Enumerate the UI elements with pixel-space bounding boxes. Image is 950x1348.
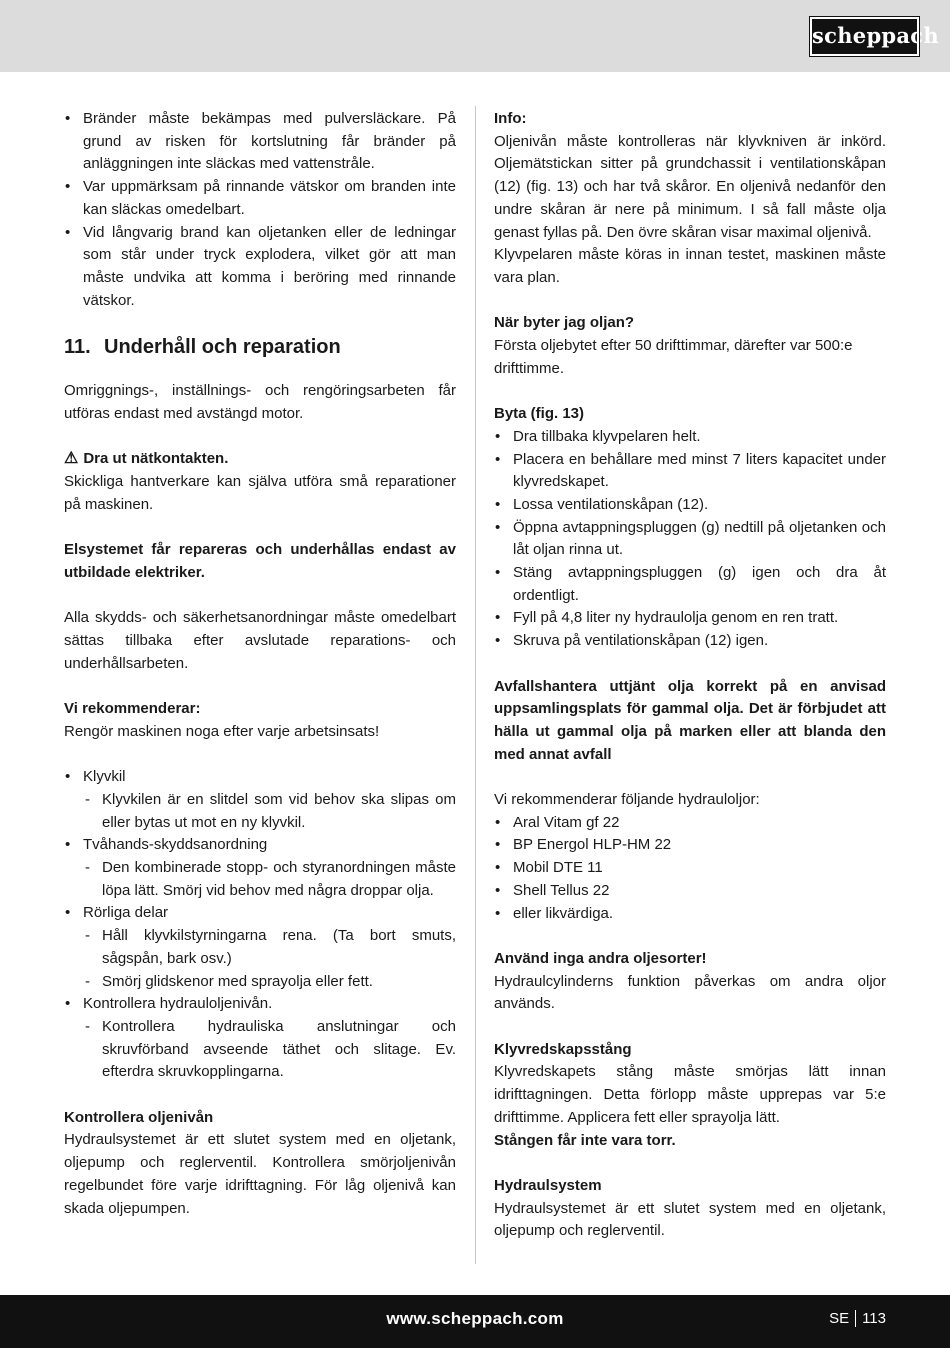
column-divider <box>475 106 476 1264</box>
oil-level-heading: Kontrollera oljenivån <box>64 1108 214 1126</box>
oil-level-text: Hydraulsystemet är ett slutet system med en oljetank, oljepump och reglerventil. Kontrollera smörjoljenivån regelbundet före varje idrifttagning. För låg oljenivå kan skada oljepumpen. <box>64 1131 456 1217</box>
rod-note: Stången får inte vara torr. <box>494 1131 676 1149</box>
sub-list-item: - Håll klyvkilstyrningarna rena. (Ta bort smuts, sågspån, bark osv.) <box>83 925 456 970</box>
list-item: • BP Energol HLP-HM 22 <box>494 834 886 857</box>
list-item <box>64 766 456 834</box>
list-item: • Shell Tellus 22 <box>494 880 886 903</box>
hydraulic-text: Hydraulsystemet är ett slutet system med en oljetank, oljepump och reglerventil. <box>494 1199 886 1240</box>
list-item: • Fyll på 4,8 liter ny hydraulolja genom en ren tratt. <box>494 607 886 630</box>
replace-heading: Byta (fig. 13) <box>494 405 585 423</box>
no-other-heading: Använd inga andra oljesorter! <box>494 949 707 967</box>
no-other-text: Hydraulcylinderns funktion påverkas om andra oljor används. <box>494 972 886 1013</box>
disposal-note: Avfallshantera uttjänt olja korrekt på en anvisad uppsamlingsplats för gammal olja. Det är förbjudet att hälla ut gammal olja på marken eller att blanda den med annat avfall <box>494 677 886 763</box>
left-column <box>64 108 456 1220</box>
fire-safety-list <box>64 108 456 312</box>
warning-text: Skickliga hantverkare kan själva utföra små reparationer på maskinen. <box>64 473 456 513</box>
scheppach-logo: scheppach <box>810 17 919 56</box>
list-item: • Dra tillbaka klyvpelaren helt. <box>494 426 886 449</box>
recommend-heading: Vi rekommenderar: <box>64 700 201 718</box>
list-item: • Lossa ventilationskåpan (12). <box>494 494 886 517</box>
sub-list-item: - Kontrollera hydrauliska anslutningar och skruvförband avseende täthet och slitage. Ev. efterdra skruvkopplingarna. <box>83 1016 456 1084</box>
maintenance-list <box>64 766 456 1084</box>
warning-heading: Dra ut nätkontakten. <box>83 450 229 468</box>
intro-paragraph: Omriggnings-, inställnings- och rengöringsarbeten får utföras endast med avstängd motor. <box>64 382 456 423</box>
list-item: • Bränder måste bekämpas med pulversläckare. På grund av risken för kortslutning får bränder på anläggningen inte släckas med vattenstråle. <box>64 108 456 176</box>
list-item: • Var uppmärksam på rinnande vätskor om branden inte kan släckas omedelbart. <box>64 176 456 221</box>
header-band <box>0 0 950 72</box>
rod-heading: Klyvredskapsstång <box>494 1040 632 1058</box>
page-separator <box>855 1310 856 1327</box>
list-item <box>64 834 456 902</box>
footer-band <box>0 1295 950 1348</box>
list-item: • Öppna avtappningspluggen (g) nedtill på oljetanken och låt oljan rinna ut. <box>494 517 886 562</box>
list-item: • eller likvärdiga. <box>494 903 886 926</box>
hydraulic-heading: Hydraulsystem <box>494 1176 602 1194</box>
list-item: • Aral Vitam gf 22 <box>494 812 886 835</box>
page-number: 113 <box>862 1310 886 1327</box>
oils-intro: Vi rekommenderar följande hydrauloljor: <box>494 791 760 809</box>
right-column <box>494 108 886 1243</box>
list-item-label: Tvåhands-skyddsanordning <box>83 836 268 854</box>
sub-list-item: - Den kombinerade stopp- och styranordningen måste löpa lätt. Smörj vid behov med några droppar olja. <box>83 857 456 902</box>
section-title: Underhåll och reparation <box>104 336 341 359</box>
language-code: SE <box>829 1310 850 1327</box>
replace-steps-list <box>494 426 886 653</box>
info-heading: Info: <box>494 110 527 127</box>
info-text: Klyvpelaren måste köras in innan testet, maskinen måste vara plan. <box>494 246 886 286</box>
warning-triangle-icon: ⚠ <box>64 450 79 468</box>
section-number: 11. <box>64 336 91 359</box>
list-item: • Placera en behållare med minst 7 liters kapacitet under klyvredskapet. <box>494 449 886 494</box>
change-text: Första oljebytet efter 50 drifttimmar, därefter var 500:e drifttimme. <box>494 337 853 377</box>
sub-list-item: - Klyvkilen är en slitdel som vid behov ska slipas om eller bytas ut mot en ny klyvkil. <box>83 789 456 834</box>
oils-list <box>494 812 886 926</box>
list-item <box>64 993 456 1084</box>
recommend-text: Rengör maskinen noga efter varje arbetsinsats! <box>64 722 380 740</box>
list-item: • Mobil DTE 11 <box>494 857 886 880</box>
list-item: • Stäng avtappningspluggen (g) igen och dra åt ordentligt. <box>494 562 886 607</box>
list-item: • Vid långvarig brand kan oljetanken eller de ledningar som står under tryck explodera, vilket gör att man måste undvika att komma i beröring med rinnande vätskor. <box>64 222 456 313</box>
rod-text: Klyvredskapets stång måste smörjas lätt innan idrifttagningen. Detta förlopp måste upprepas var 5:e drifttimme. Applicera fett eller sprayolja lätt. <box>494 1063 886 1126</box>
list-item: • Skruva på ventilationskåpan (12) igen. <box>494 630 886 653</box>
list-item-label: Rörliga delar <box>83 904 169 922</box>
electric-note: Elsystemet får repareras och underhållas endast av utbildade elektriker. <box>64 541 456 581</box>
change-heading: När byter jag oljan? <box>494 314 635 332</box>
warning-heading-line <box>64 448 456 471</box>
list-item-label: Kontrollera hydrauloljenivån. <box>83 995 273 1013</box>
section-heading <box>64 334 456 360</box>
info-text: Oljenivån måste kontrolleras när klyvkniven är inkörd. Oljemätstickan sitter på grundchassit i ventilationskåpan (12) (fig. 13) och har två skåror. En oljenivå nedanför den undre skåran är nere på minimum. I så fall måste olja genast fyllas på. Den övre skåran visar maximal oljenivå. <box>494 132 886 241</box>
safety-note: Alla skydds- och säkerhetsanordningar måste omedelbart sättas tillbaka efter avslutade reparations- och underhållsarbeten. <box>64 609 456 672</box>
list-item <box>64 902 456 993</box>
list-item-label: Klyvkil <box>83 768 126 786</box>
footer-url: www.scheppach.com <box>386 1309 564 1328</box>
sub-list-item: - Smörj glidskenor med sprayolja eller fett. <box>83 971 456 994</box>
footer-page-info <box>829 1310 886 1327</box>
